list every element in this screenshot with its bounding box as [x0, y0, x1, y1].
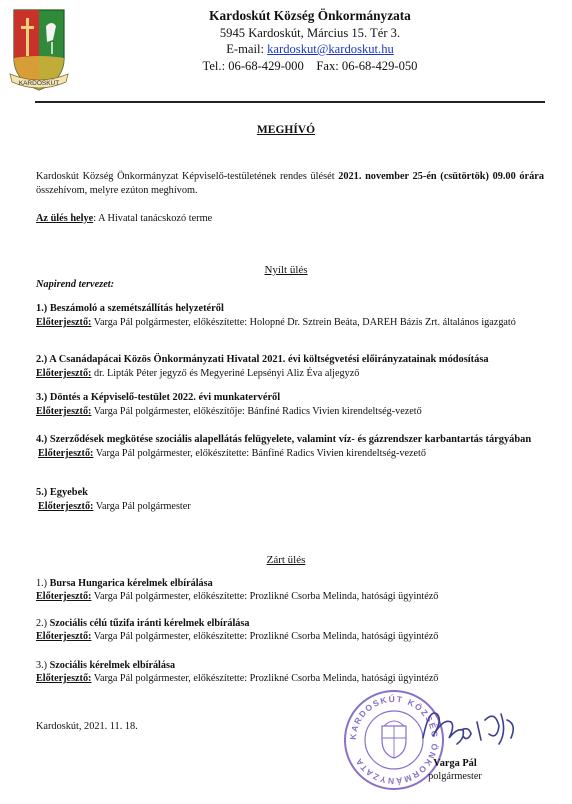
presenter-text: Varga Pál polgármester, előkészítette: Bánfiné Radics Vivien kirendeltség-vezető [93, 448, 426, 459]
intro-text-end: összehívom, melyre ezúton meghívom. [36, 185, 198, 196]
presenter-text: Varga Pál polgármester, előkészítette: Prozlikné Csorba Melinda, hatósági ügyintéző [91, 591, 439, 602]
coat-of-arms-logo [8, 6, 70, 96]
presenter-label: Előterjesztő: [38, 501, 94, 512]
presenter-text: Varga Pál polgármester, előkészítette: Holopné Dr. Sztrein Beáta, DAREH Bázis Zrt. általános igazgató [91, 317, 516, 328]
venue-text: : A Hivatal tanácskozó terme [93, 213, 213, 224]
presenter-label: Előterjesztő: [36, 317, 92, 328]
agenda-item-title: Szociális célú tűzifa iránti kérelmek elbírálása [49, 618, 250, 629]
closed-agenda-item [36, 617, 544, 643]
agenda-item-title: 5.) Egyebek [36, 487, 88, 498]
agenda-item [36, 486, 544, 513]
intro-paragraph [36, 170, 544, 198]
presenter-text: Varga Pál polgármester, előkészítette: Prozlikné Csorba Melinda, hatósági ügyintéző [91, 631, 439, 642]
agenda-item [36, 353, 544, 380]
org-address: 5945 Kardoskút, Március 15. Tér 3. [219, 25, 401, 40]
open-session-heading: Nyílt ülés [264, 264, 308, 276]
agenda-item-title: 3.) Döntés a Képviselő-testület 2022. évi munkatervéről [36, 392, 281, 403]
agenda-item [36, 302, 544, 329]
header-divider [35, 101, 545, 103]
presenter-text: Varga Pál polgármester, előkészítője: Bánfiné Radics Vivien kirendeltség-vezető [91, 406, 422, 417]
fax-number: Fax: 06-68-429-050 [316, 58, 418, 73]
handwritten-signature [415, 700, 525, 755]
presenter-label: Előterjesztő: [36, 406, 92, 417]
email-label: E-mail: [226, 42, 264, 56]
presenter-label: Előterjesztő: [36, 631, 92, 642]
presenter-label: Előterjesztő: [38, 448, 94, 459]
email-link[interactable]: kardoskut@kardoskut.hu [267, 42, 394, 56]
item-number: 3.) [36, 660, 50, 671]
item-number: 1.) [36, 578, 50, 589]
agenda-item [36, 391, 544, 418]
org-name: Kardoskút Község Önkormányzata [209, 8, 411, 23]
phone-fax-line [150, 58, 470, 75]
item-number: 2.) [36, 618, 50, 629]
stamp-text: KARDOSKÚT KÖZSÉG ÖNKORMÁNYZATA [347, 693, 441, 787]
signature-block [410, 757, 500, 783]
agenda-item [36, 433, 544, 460]
agenda-item-title: Szociális kérelmek elbírálása [49, 660, 176, 671]
intro-text: Kardoskút Község Önkormányzat Képviselő-testületének rendes ülését [36, 171, 339, 182]
closed-session-heading: Zárt ülés [266, 554, 306, 566]
presenter-text: dr. Lipták Péter jegyző és Megyeriné Lepsényi Aliz Éva aljegyző [91, 368, 360, 379]
presenter-label: Előterjesztő: [36, 673, 92, 684]
agenda-item-title: Bursa Hungarica kérelmek elbírálása [49, 578, 213, 589]
org-email-line [150, 41, 470, 58]
presenter-text: Varga Pál polgármester [93, 501, 191, 512]
agenda-item-title: 4.) Szerződések megkötése szociális alapellátás felügyelete, valamint víz- és gázrendszer karbantartás tárgyában [36, 434, 532, 445]
signer-name: Varga Pál [433, 758, 477, 769]
agenda-label: Napirend tervezet: [36, 279, 115, 290]
agenda-item-title: 1.) Beszámoló a szemétszállítás helyzetéről [36, 303, 224, 314]
agenda-item-title: 2.) A Csanádapácai Közös Önkormányzati Hivatal 2021. évi költségvetési előirányzatainak módosítása [36, 354, 489, 365]
meeting-date: 2021. november 25-én (csütörtök) 09.00 órára [338, 171, 544, 182]
phone-number: Tel.: 06-68-429-000 [202, 58, 304, 73]
signer-role: polgármester [428, 771, 482, 782]
place-and-date: Kardoskút, 2021. 11. 18. [36, 721, 138, 732]
presenter-text: Varga Pál polgármester, előkészítette: Prozlikné Csorba Melinda, hatósági ügyintéző [91, 673, 439, 684]
closed-agenda-item [36, 577, 544, 603]
venue-label: Az ülés helye [36, 213, 94, 224]
venue-line [36, 212, 544, 226]
crest-ribbon-text: KARDOSKÚT [18, 80, 60, 87]
letterhead [150, 8, 470, 74]
document-title: MEGHÍVÓ [256, 124, 316, 136]
presenter-label: Előterjesztő: [36, 368, 92, 379]
presenter-label: Előterjesztő: [36, 591, 92, 602]
closed-agenda-item [36, 659, 544, 685]
